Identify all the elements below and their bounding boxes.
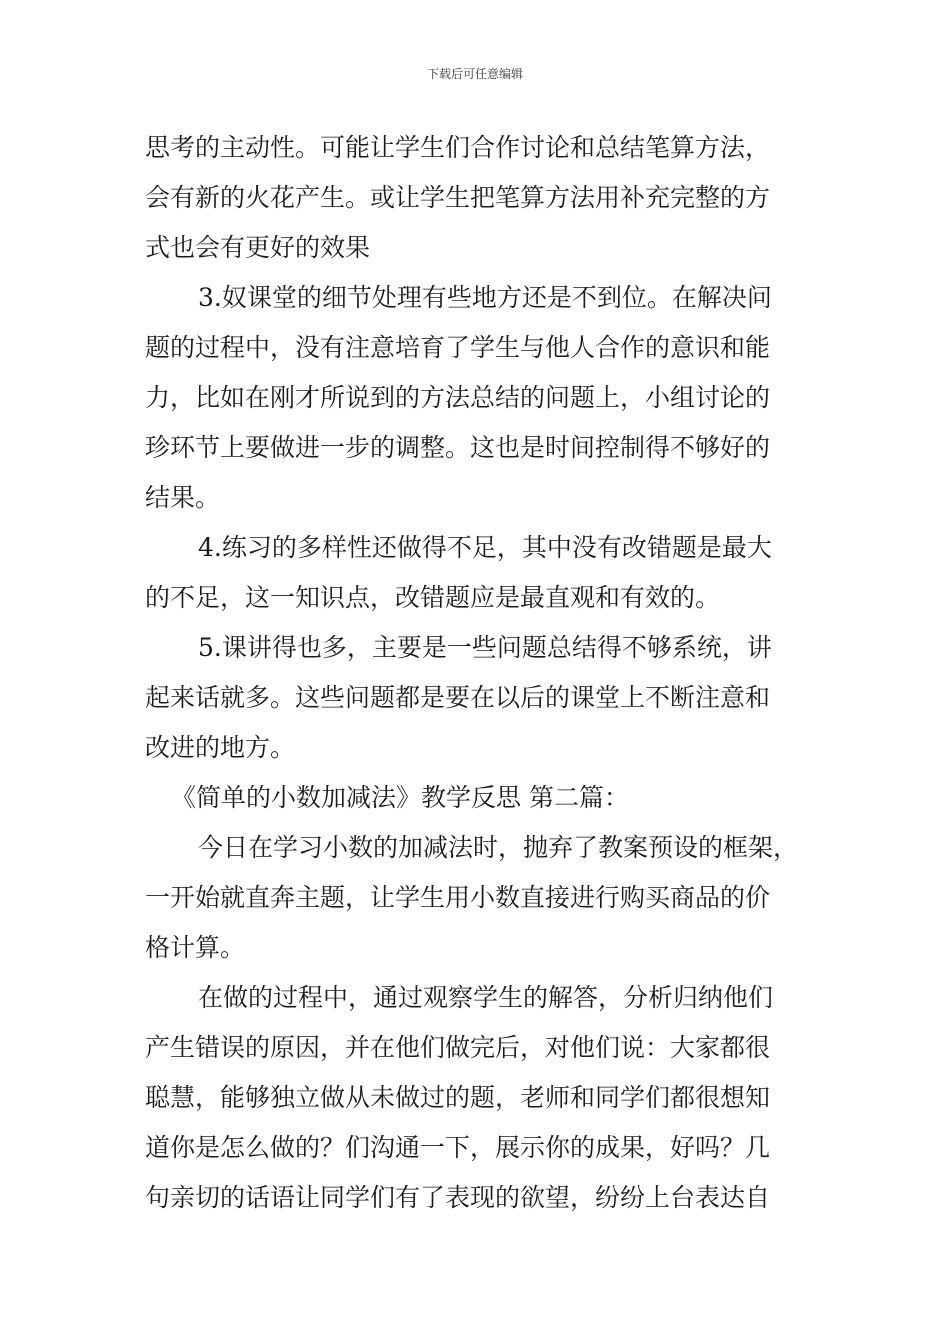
body-text-line: 聪慧，能够独立做从未做过的题，老师和同学们都很想知 bbox=[145, 1083, 771, 1112]
body-text-line: 产生错误的原因，并在他们做完后，对他们说：大家都很 bbox=[145, 1033, 771, 1062]
body-text-line: 式也会有更好的效果 bbox=[145, 233, 371, 262]
body-text-line: 力，比如在刚才所说到的方法总结的问题上，小组讨论的 bbox=[145, 383, 771, 412]
body-text-line: 4.练习的多样性还做得不足，其中没有改错题是最大 bbox=[198, 533, 772, 562]
body-text-line: 题的过程中，没有注意培育了学生与他人合作的意识和能 bbox=[145, 333, 771, 362]
body-text-line: 一开始就直奔主题，让学生用小数直接进行购买商品的价 bbox=[145, 883, 771, 912]
body-text-line: 结果。 bbox=[145, 483, 221, 512]
body-text-line: 会有新的火花产生。或让学生把笔算方法用补充完整的方 bbox=[145, 183, 771, 212]
body-text-line: 今日在学习小数的加减法时，抛弃了教案预设的框架， bbox=[198, 833, 799, 862]
body-text-line: 珍环节上要做进一步的调整。这也是时间控制得不够好的 bbox=[145, 433, 771, 462]
body-text-line: 的不足，这一知识点，改错题应是最直观和有效的。 bbox=[145, 583, 721, 612]
body-text-line: 在做的过程中，通过观察学生的解答，分析归纳他们 bbox=[198, 983, 774, 1012]
body-text-line: 格计算。 bbox=[145, 933, 246, 962]
body-text-line: 起来话就多。这些问题都是要在以后的课堂上不断注意和 bbox=[145, 683, 771, 712]
body-text-line: 3.奴课堂的细节处理有些地方还是不到位。在解决问 bbox=[198, 283, 772, 312]
body-text-line: 道你是怎么做的？们沟通一下，展示你的成果，好吗？几 bbox=[145, 1133, 771, 1162]
body-text-line: 5.课讲得也多，主要是一些问题总结得不够系统，讲 bbox=[198, 633, 772, 662]
body-text-line: 改进的地方。 bbox=[145, 733, 296, 762]
body-text-line: 思考的主动性。可能让学生们合作讨论和总结笔算方法， bbox=[145, 133, 771, 162]
page-header: 下载后可任意编辑 bbox=[426, 67, 523, 81]
body-text-line: 句亲切的话语让同学们有了表现的欲望，纷纷上台表达自 bbox=[145, 1183, 771, 1212]
section-heading: 《简单的小数加减法》教学反思 第二篇： bbox=[171, 783, 629, 812]
